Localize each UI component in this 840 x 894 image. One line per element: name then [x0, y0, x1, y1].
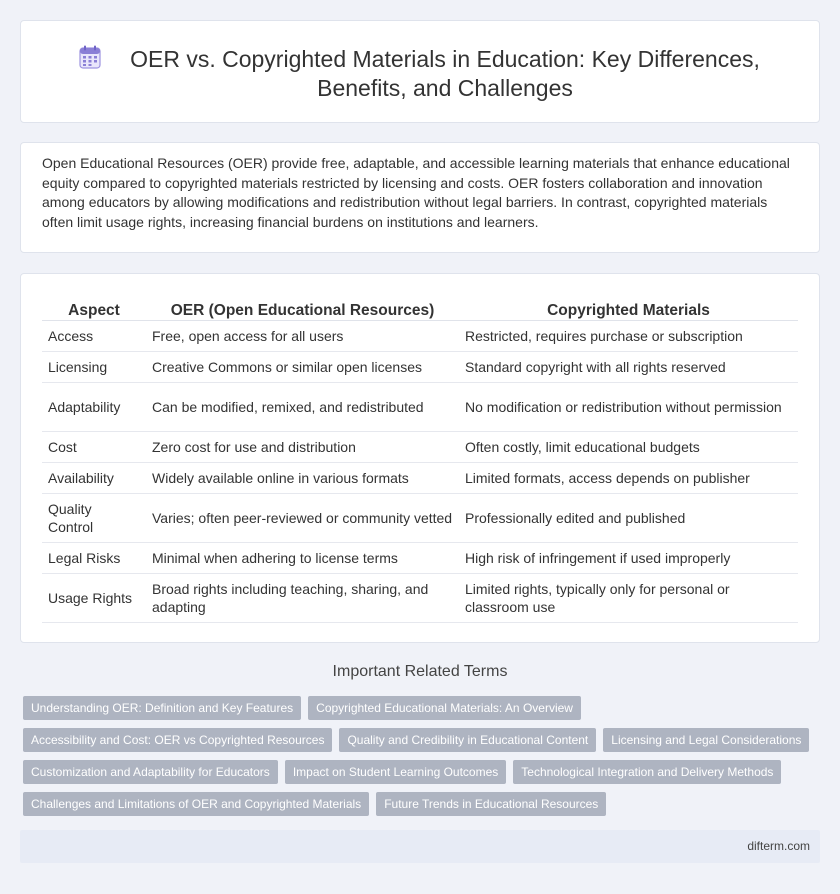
- cell-copyrighted: Standard copyright with all rights reserved: [459, 351, 798, 382]
- comparison-card: [20, 273, 820, 643]
- cell-aspect: Availability: [42, 462, 146, 493]
- cell-aspect: Quality Control: [42, 493, 146, 542]
- related-terms-title: Important Related Terms: [332, 663, 508, 680]
- header-aspect: Aspect: [42, 294, 146, 320]
- table-row: [42, 542, 798, 573]
- cell-copyrighted: Restricted, requires purchase or subscription: [459, 320, 798, 351]
- table-row: [42, 351, 798, 382]
- related-term-tag[interactable]: Accessibility and Cost: OER vs Copyrighted Resources: [23, 728, 332, 752]
- table-row: [42, 431, 798, 462]
- cell-copyrighted: Professionally edited and published: [459, 493, 798, 542]
- related-term-tag[interactable]: Technological Integration and Delivery Methods: [513, 760, 781, 784]
- related-terms-list: [23, 696, 813, 824]
- cell-oer: Can be modified, remixed, and redistributed: [146, 382, 459, 431]
- header-oer: OER (Open Educational Resources): [146, 294, 459, 320]
- cell-oer: Broad rights including teaching, sharing, and adapting: [146, 573, 459, 622]
- table-header-row: [42, 294, 798, 320]
- cell-oer: Widely available online in various formats: [146, 462, 459, 493]
- related-term-tag[interactable]: Customization and Adaptability for Educators: [23, 760, 278, 784]
- table-row: [42, 493, 798, 542]
- cell-copyrighted: Limited formats, access depends on publisher: [459, 462, 798, 493]
- cell-copyrighted: Often costly, limit educational budgets: [459, 431, 798, 462]
- cell-oer: Varies; often peer-reviewed or community vetted: [146, 493, 459, 542]
- cell-oer: Free, open access for all users: [146, 320, 459, 351]
- cell-oer: Minimal when adhering to license terms: [146, 542, 459, 573]
- intro-card: [20, 142, 820, 253]
- footer: [20, 830, 820, 863]
- table-row: [42, 382, 798, 431]
- cell-aspect: Adaptability: [42, 382, 146, 431]
- related-term-tag[interactable]: Impact on Student Learning Outcomes: [285, 760, 506, 784]
- related-term-tag[interactable]: Understanding OER: Definition and Key Features: [23, 696, 301, 720]
- related-term-tag[interactable]: Licensing and Legal Considerations: [603, 728, 809, 752]
- cell-oer: Zero cost for use and distribution: [146, 431, 459, 462]
- cell-aspect: Licensing: [42, 351, 146, 382]
- header-copyrighted: Copyrighted Materials: [459, 294, 798, 320]
- cell-aspect: Legal Risks: [42, 542, 146, 573]
- cell-copyrighted: High risk of infringement if used improperly: [459, 542, 798, 573]
- related-term-tag[interactable]: Future Trends in Educational Resources: [376, 792, 606, 816]
- related-term-tag[interactable]: Copyrighted Educational Materials: An Overview: [308, 696, 581, 720]
- related-term-tag[interactable]: Challenges and Limitations of OER and Copyrighted Materials: [23, 792, 369, 816]
- comparison-table: [42, 294, 798, 623]
- table-row: [42, 320, 798, 351]
- page-title: OER vs. Copyrighted Materials in Education: Key Differences, Benefits, and Challenges: [130, 46, 760, 101]
- cell-copyrighted: No modification or redistribution without permission: [459, 382, 798, 431]
- cell-aspect: Cost: [42, 431, 146, 462]
- cell-aspect: Usage Rights: [42, 573, 146, 622]
- cell-oer: Creative Commons or similar open licenses: [146, 351, 459, 382]
- cell-aspect: Access: [42, 320, 146, 351]
- table-row: [42, 462, 798, 493]
- related-term-tag[interactable]: Quality and Credibility in Educational Content: [339, 728, 596, 752]
- cell-copyrighted: Limited rights, typically only for personal or classroom use: [459, 573, 798, 622]
- footer-site-link[interactable]: difterm.com: [747, 839, 810, 853]
- table-row: [42, 573, 798, 622]
- intro-paragraph: Open Educational Resources (OER) provide free, adaptable, and accessible learning materials that enhance educational equity compared to copyrighted materials restricted by licensing and costs. OER fosters collaboration and innovation among educators by allowing modifications and redistribution without legal barriers. In contrast, copyrighted materials often limit usage rights, increasing financial burdens on institutions and learners.: [42, 155, 790, 230]
- title-card: [20, 20, 820, 123]
